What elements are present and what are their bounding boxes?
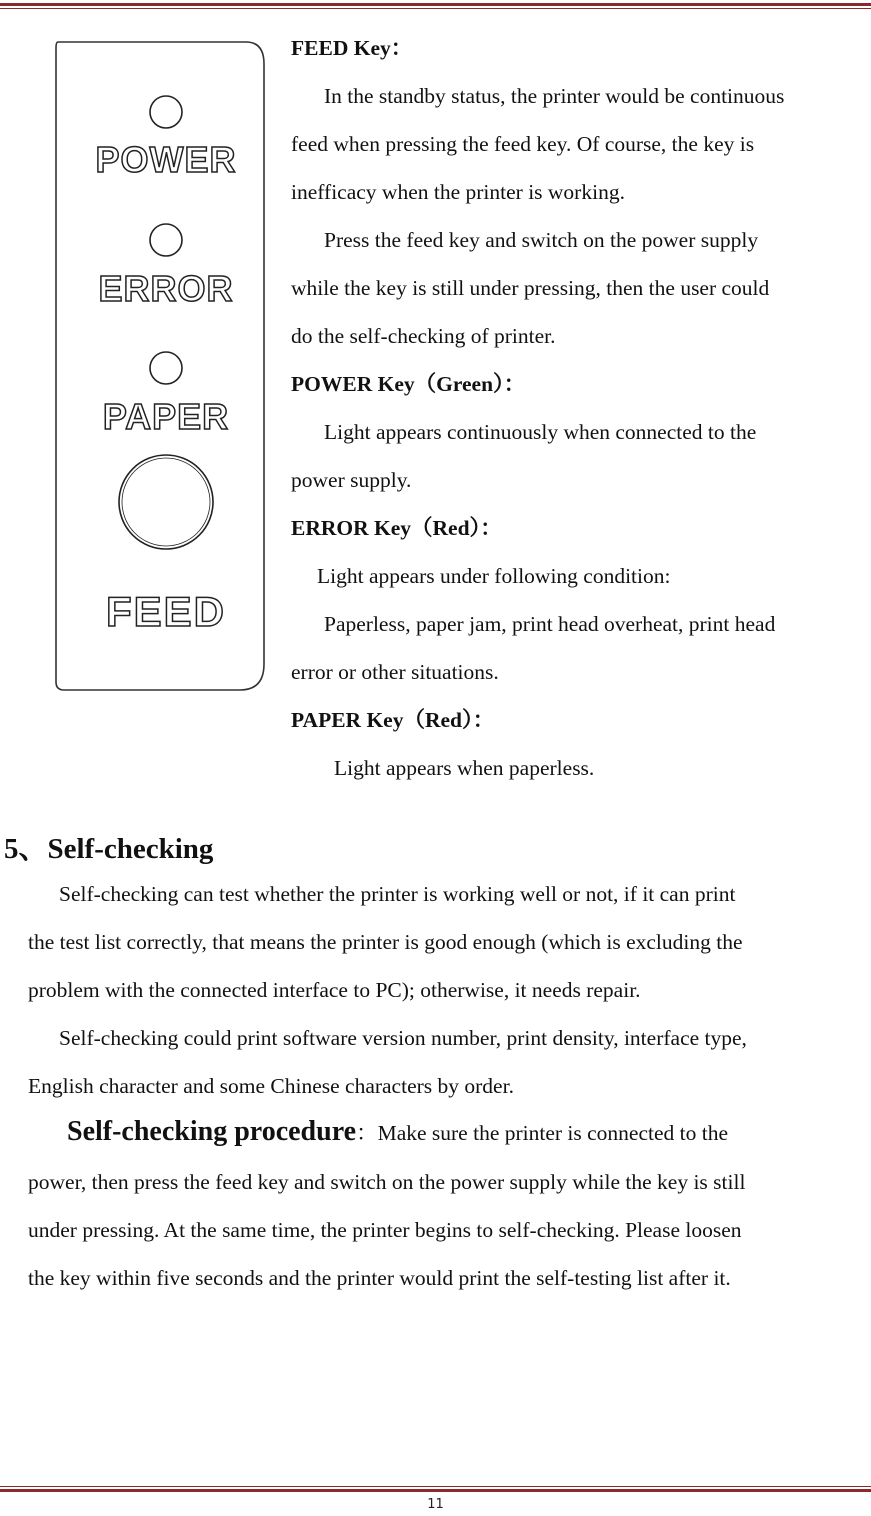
paper-key-heading: PAPER Key（Red）：	[291, 708, 495, 732]
section-paragraph-line: Self-checking could print software version number, print density, interface type,	[59, 1026, 747, 1050]
error-key-heading: ERROR Key（Red）：	[291, 516, 502, 540]
error-key-line: Light appears under following condition:	[317, 564, 671, 588]
feed-key-line: feed when pressing the feed key. Of course, the key is	[291, 132, 755, 156]
page-number: 11	[427, 1497, 444, 1512]
feed-key-heading: FEED Key：	[291, 36, 413, 60]
procedure-line: power, then press the feed key and switch on the power supply while the key is still	[28, 1170, 746, 1194]
power-led-icon	[150, 96, 182, 128]
section-paragraph-line: the test list correctly, that means the printer is good enough (which is excluding the	[28, 930, 743, 954]
procedure-line: the key within five seconds and the printer would print the self-testing list after it.	[28, 1266, 731, 1290]
paper-key-line: Light appears when paperless.	[334, 756, 595, 780]
feed-key-line: do the self-checking of printer.	[291, 324, 556, 348]
error-led-icon	[150, 224, 182, 256]
section-heading: 5、Self-checking	[4, 833, 214, 865]
procedure-line: under pressing. At the same time, the printer begins to self-checking. Please loosen	[28, 1218, 742, 1242]
procedure-first-line	[67, 1118, 728, 1147]
panel-label-error: ERROR	[98, 268, 234, 309]
feed-button-icon	[119, 455, 213, 549]
section-paragraph-line: Self-checking can test whether the printer is working well or not, if it can print	[59, 882, 736, 906]
feed-key-line: inefficacy when the printer is working.	[291, 180, 625, 204]
footer-rule-thin	[0, 1486, 871, 1487]
panel-label-paper: PAPER	[102, 396, 230, 437]
feed-key-line: Press the feed key and switch on the power supply	[324, 228, 759, 252]
procedure-separator: ：	[356, 1121, 378, 1145]
power-key-line: power supply.	[291, 468, 412, 492]
feed-key-line: In the standby status, the printer would be continuous	[324, 84, 785, 108]
control-panel-illustration	[50, 38, 272, 698]
footer-rule-thick	[0, 1489, 871, 1492]
panel-label-feed: FEED	[105, 588, 227, 635]
panel-label-power: POWER	[95, 139, 237, 180]
header-rule-thin	[0, 8, 871, 9]
procedure-title: Self-checking procedure	[67, 1116, 357, 1147]
feed-button-inner-ring	[122, 458, 210, 546]
header-rule-thick	[0, 3, 871, 6]
section-paragraph-line: problem with the connected interface to PC); otherwise, it needs repair.	[28, 978, 641, 1002]
procedure-intro-text: Make sure the printer is connected to the	[377, 1121, 729, 1145]
power-key-line: Light appears continuously when connected to the	[324, 420, 757, 444]
power-key-heading: POWER Key（Green）：	[291, 372, 526, 396]
error-key-line: error or other situations.	[291, 660, 499, 684]
error-key-line: Paperless, paper jam, print head overheat, print head	[324, 612, 776, 636]
paper-led-icon	[150, 352, 182, 384]
section-paragraph-line: English character and some Chinese characters by order.	[28, 1074, 514, 1098]
feed-key-line: while the key is still under pressing, then the user could	[291, 276, 770, 300]
